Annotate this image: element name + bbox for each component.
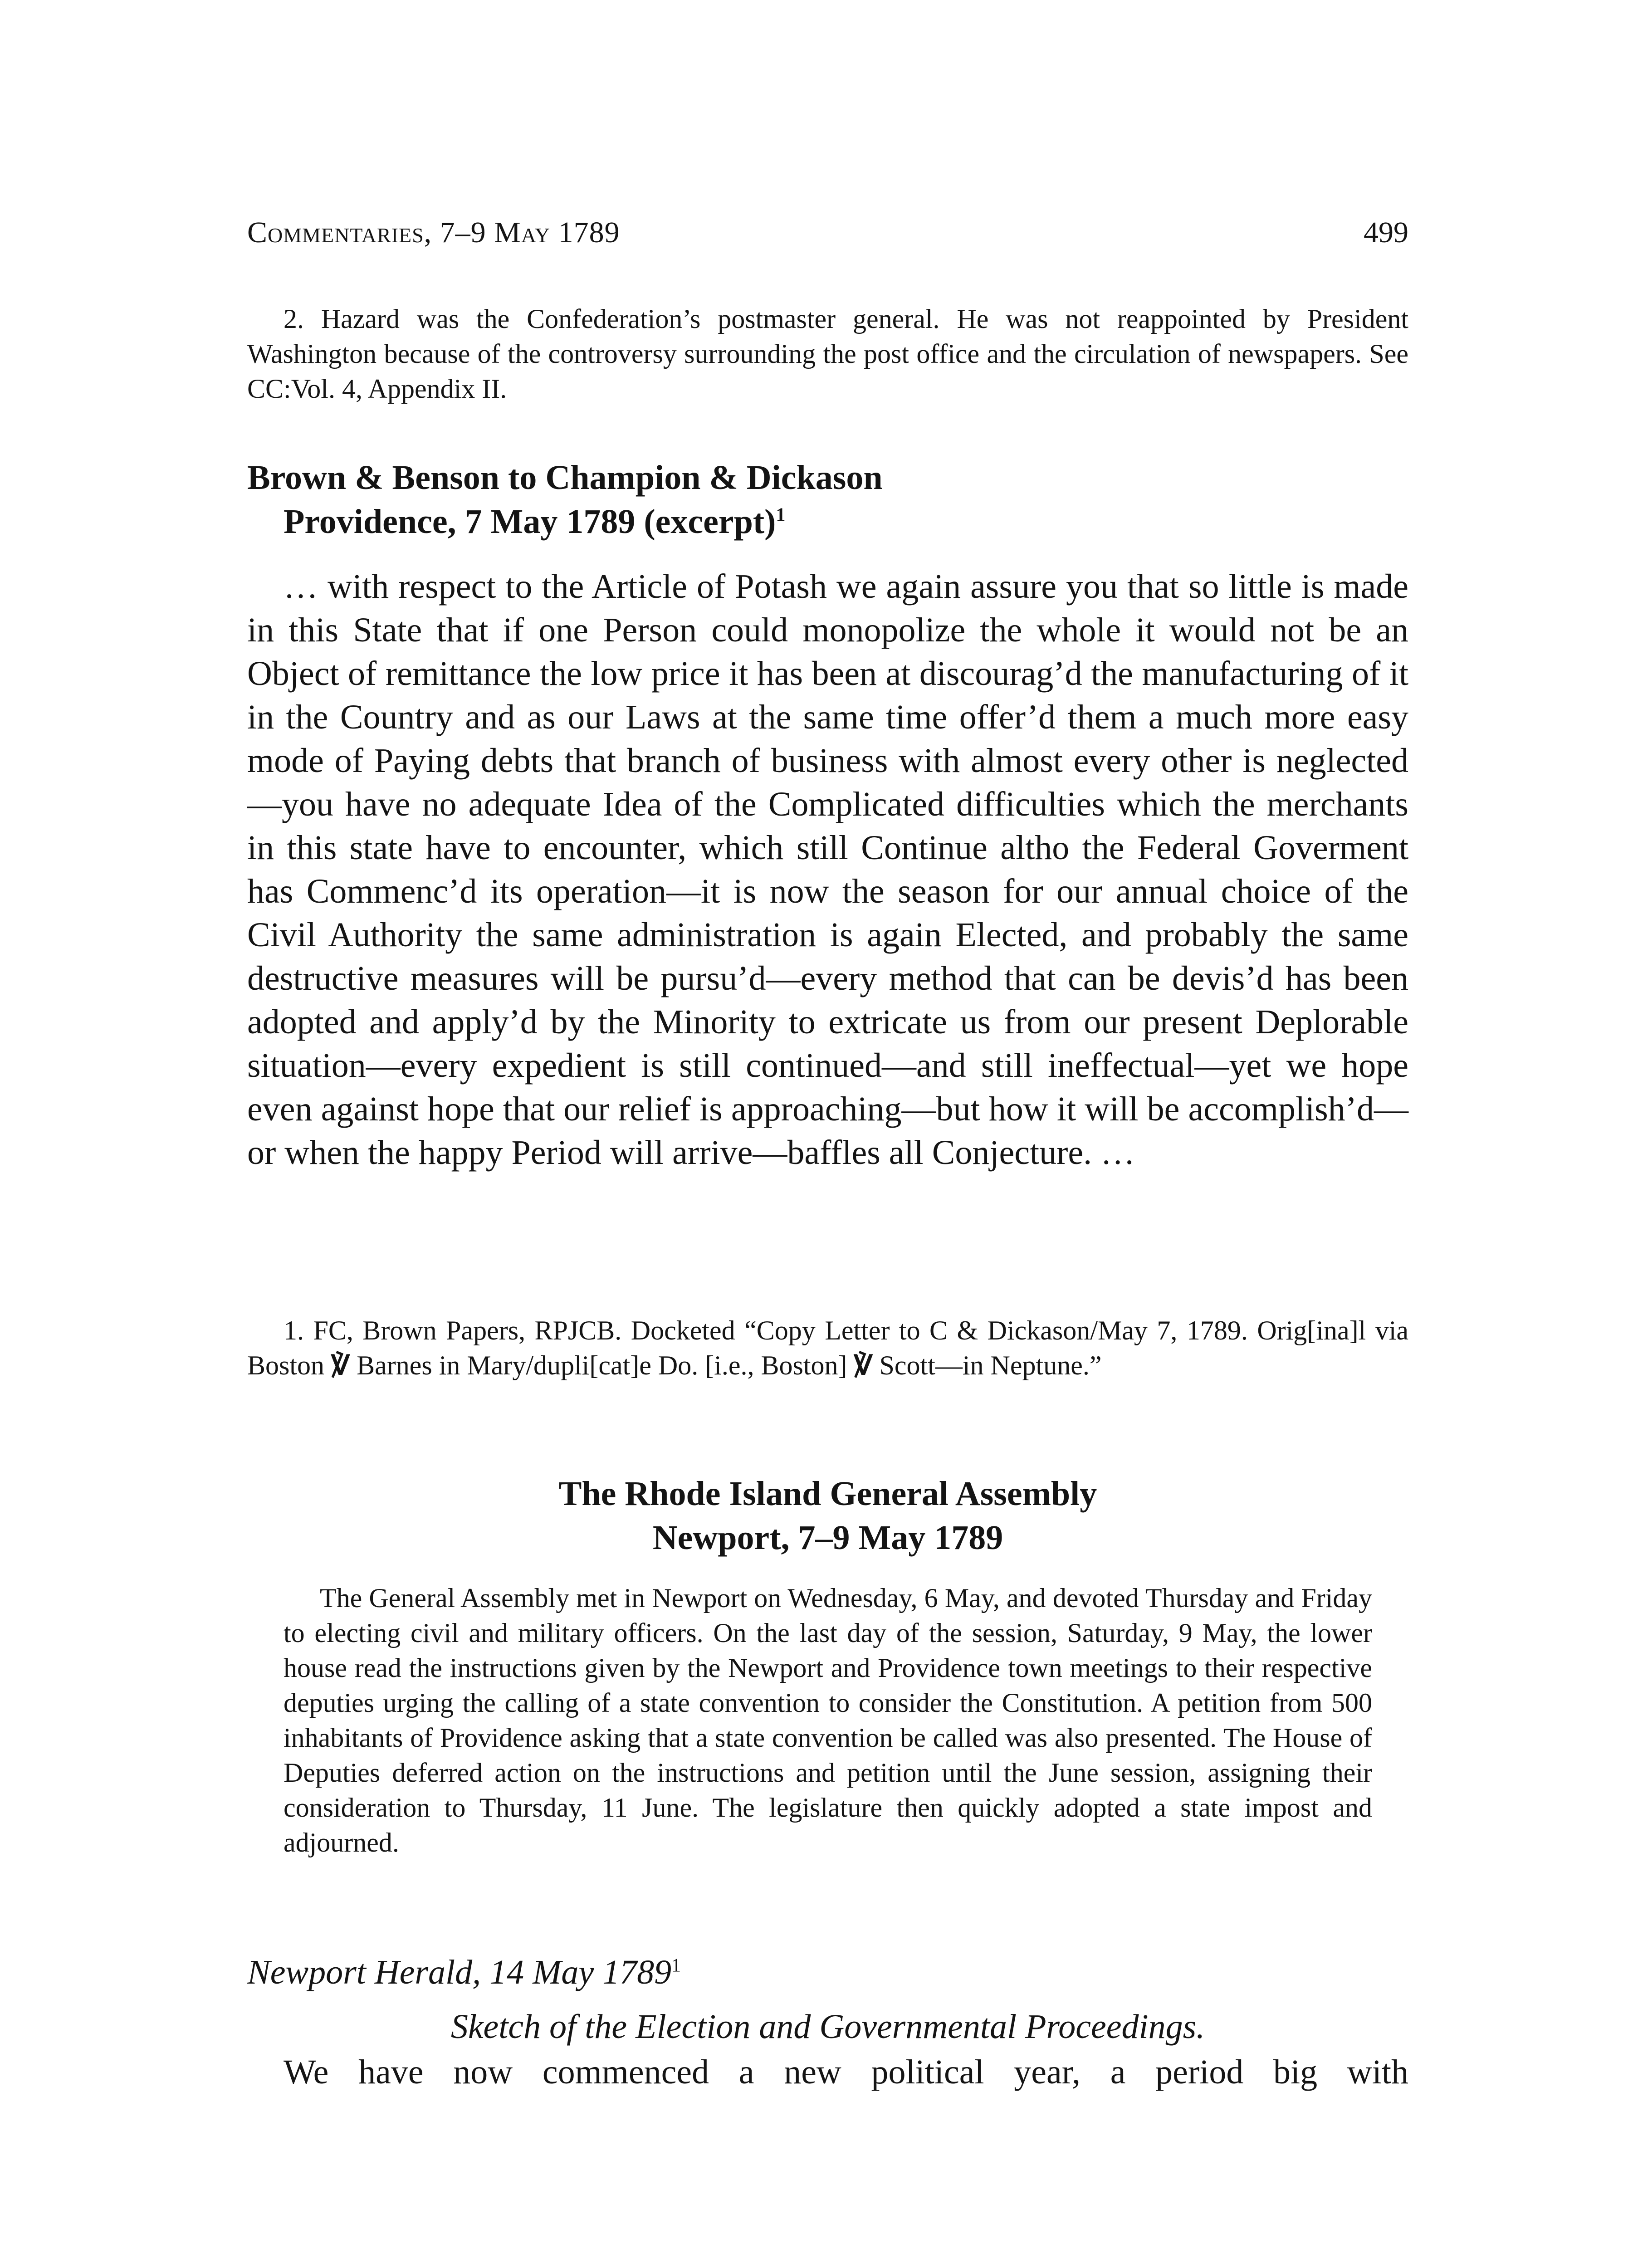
assembly-summary [284, 1581, 1372, 1860]
assembly-heading-line2: Newport, 7–9 May 1789 [652, 1519, 1003, 1557]
assembly-heading [247, 1472, 1408, 1560]
footnote-1 [247, 1313, 1408, 1383]
letter-footnote [247, 1313, 1408, 1383]
letter-body [247, 565, 1408, 1174]
page-number: 499 [1364, 216, 1408, 249]
footnote-text-c: Scott—in Neptune.” [872, 1350, 1102, 1380]
herald-body [247, 2050, 1408, 2094]
herald-subheading-text: Sketch of the Election and Governmental Proceedings. [450, 2008, 1205, 2046]
running-header [247, 215, 1408, 265]
herald-subheading [247, 2005, 1408, 2048]
letter-text: … with respect to the Article of Potash we again assure you that so little is made in this State that if one Person could monopolize the whole it would not be an Object of remittance the low price it has been at discourag’d the manufacturing of it in the Country and as our Laws at the same time offer’d them a much more easy mode of Paying debts that branch of business with almost every other is neglected—you have no adequate Idea of the Complicated difficulties which the merchants in this state have to encounter, which still Continue altho the Federal Goverment has Commenc’d its operation—it is now the season for our annual choice of the Civil Authority the same administration is again Elected, and probably the same destructive measures will be pursu’d—every method that can be devis’d has been adopted and apply’d by the Minority to extricate us from our present Deplorable situation—every expedient is still continued—and still ineffectual—yet we hope even against hope that our relief is approaching—but how it will be accomplish’d—or when the happy Period will arrive—baffles all Conjecture. … [247, 567, 1408, 1172]
footnote-2: 2. Hazard was the Confederation’s postmaster general. He was not reappointed by President Washington because of the controversy surrounding the post office and the circulation of newspapers. See CC:Vol. 4, Appendix II. [247, 304, 1408, 404]
footnote-text-b: Barnes in Mary/dupli[cat]e Do. [i.e., Boston] [350, 1350, 854, 1380]
per-symbol-icon: ℣ [331, 1349, 350, 1381]
per-symbol-icon: ℣ [854, 1349, 873, 1381]
herald-note-ref: 1 [671, 1955, 681, 1976]
letter-heading-place-date: Providence, 7 May 1789 (excerpt) [284, 503, 776, 541]
letter-heading-line1: Brown & Benson to Champion & Dickason [247, 459, 883, 497]
footnote-text-a: 1. FC, Brown Papers, RPJCB. Docketed “Copy Letter to C & Dickason/May 7, 1789. Orig[ina]l via Boston [247, 1315, 1408, 1380]
assembly-summary-text: The General Assembly met in Newport on Wednesday, 6 May, and devoted Thursday and Friday to electing civil and military officers. On the last day of the session, Saturday, 9 May, the lower house read the instructions given by the Newport and Providence town meetings to their respective deputies urging the calling of a state convention to consider the Constitution. A petition from 500 inhabitants of Providence asking that a state convention be called was also presented. The House of Deputies deferred action on the instructions and petition until the June session, assigning their consideration to Thursday, 11 June. The legislature then quickly adopted a state impost and adjourned. [284, 1583, 1372, 1857]
letter-note-ref: 1 [776, 504, 786, 526]
herald-heading [247, 1950, 1408, 1994]
herald-text: We have now commenced a new political year, a period big with [284, 2053, 1408, 2091]
letter-heading-line2 [247, 500, 1408, 544]
herald-title: Newport Herald, 14 May 1789 [247, 1953, 672, 1991]
letter-heading [247, 456, 1408, 544]
previous-footnote [247, 302, 1408, 406]
assembly-heading-line1: The Rhode Island General Assembly [558, 1475, 1097, 1513]
running-title: Commentaries, 7–9 May 1789 [247, 216, 620, 249]
